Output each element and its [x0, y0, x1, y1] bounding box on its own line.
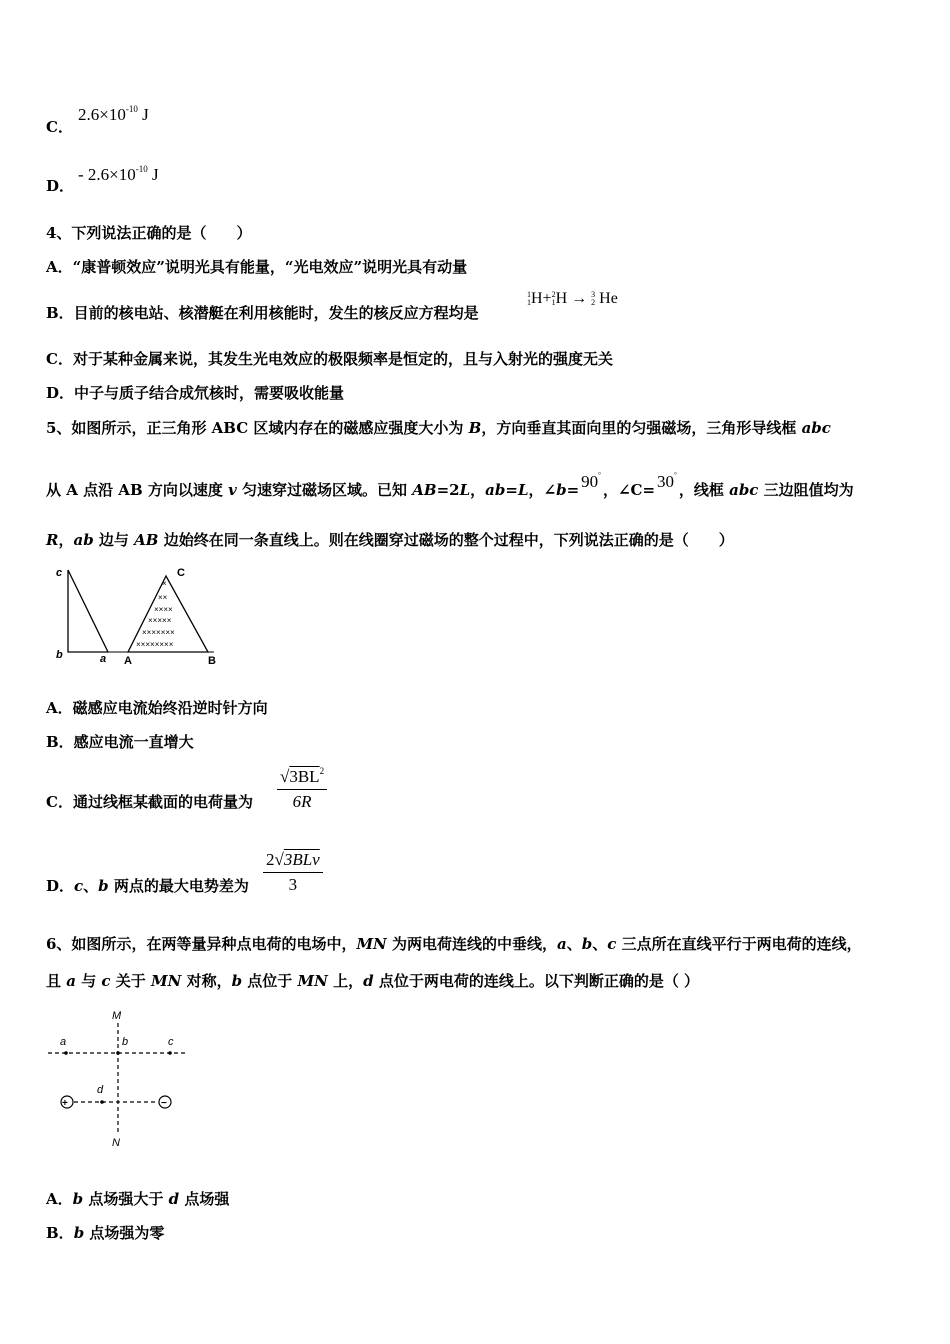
svg-text:××××××××: ×××××××× [136, 640, 174, 649]
q5-angle-b-value: 90° [581, 471, 601, 491]
q5-field-crosses [136, 579, 175, 649]
q5-option-d-fraction: 2√3BLv 3 [263, 850, 323, 895]
q4-option-b: B．目前的核电站、核潜艇在利用核能时，发生的核反应方程均是 [46, 304, 479, 322]
q5-label-b: b [56, 649, 63, 661]
q5-label-c: c [56, 567, 63, 579]
q6-point-a [64, 1051, 68, 1055]
q4-option-a: A．“康普顿效应”说明光具有能量，“光电效应”说明光具有动量 [46, 258, 468, 276]
q5-option-d: D．c、b 两点的最大电势差为 [46, 877, 249, 895]
svg-text:×××××: ××××× [148, 616, 172, 625]
q5-stem-line3: R，ab 边与 AB 边始终在同一条直线上。则在线圈穿过磁场的整个过程中，下列说法正确的是（ ） [46, 531, 734, 549]
q5-label-A: A [124, 655, 132, 667]
q5-label-C: C [177, 567, 185, 579]
svg-text:××××: ×××× [154, 605, 173, 614]
q5-angle-c-value: 30° [657, 471, 677, 491]
q3-option-d-label: D． [46, 177, 75, 195]
q6-label-m: M [112, 1010, 122, 1022]
q6-point-d [100, 1100, 104, 1104]
q6-label-a: a [60, 1036, 67, 1048]
q5-option-c: C．通过线框某截面的电荷量为 [46, 793, 253, 811]
q5-option-c-fraction: $\frac{√3BL^2}{6R}$ [277, 766, 327, 812]
q3-option-d-value: - $2.6\times 10^{-10}$ J [78, 164, 159, 184]
q3-option-c-value: $2.6\times 10^{-10}$ J [78, 104, 149, 124]
q5-figure [48, 562, 228, 672]
q6-stem-line1: 6、如图所示，在两等量异种点电荷的电场中，MN 为两电荷连线的中垂线，a、b、c 三点所在直线平行于两电荷的连线， [46, 935, 862, 953]
q3-option-c-label: C． [46, 118, 73, 136]
q6-point-b [116, 1051, 120, 1055]
svg-text:×: × [162, 579, 167, 588]
q6-option-a: A．b 点场强大于 d 点场强 [46, 1190, 230, 1208]
q4-option-c: C．对于某种金属来说，其发生光电效应的极限频率是恒定的，且与入射光的强度无关 [46, 350, 613, 368]
q6-option-b: B．b 点场强为零 [46, 1224, 165, 1242]
q4-option-b-equation: 1 1H+2 1H → 3 2 He [527, 290, 618, 308]
q5-label-B: B [208, 655, 216, 667]
q4-stem: 4、下列说法正确的是（ ） [46, 224, 252, 242]
q6-stem-line2: 且 a 与 c 关于 MN 对称，b 点位于 MN 上，d 点位于两电荷的连线上。以下判断正确的是（ ） [46, 972, 700, 990]
q5-option-b: B．感应电流一直增大 [46, 733, 194, 751]
q4-option-d: D．中子与质子结合成氘核时，需要吸收能量 [46, 384, 345, 402]
q5-label-a: a [100, 653, 107, 665]
q5-option-a: A．磁感应电流始终沿逆时针方向 [46, 699, 268, 717]
q6-point-c [168, 1051, 172, 1055]
q6-positive-sign: + [62, 1098, 68, 1109]
q5-stem-line1: 5、如图所示，正三角形 ABC 区域内存在的磁感应强度大小为 B，方向垂直其面向里的匀强磁场，三角形导线框 abc [46, 419, 831, 437]
q6-label-c: c [168, 1036, 174, 1048]
svg-text:××: ×× [158, 593, 168, 602]
q6-figure [44, 1005, 204, 1153]
q6-negative-sign: − [161, 1098, 167, 1109]
svg-text:×××××××: ××××××× [142, 628, 175, 637]
q6-label-n: N [112, 1137, 120, 1149]
q6-label-b: b [122, 1036, 129, 1048]
q6-label-d: d [97, 1084, 104, 1096]
q5-wire-frame [68, 570, 108, 652]
q5-stem-line2: 从 A 点沿 AB 方向以速度 v 匀速穿过磁场区域。已知 AB=2L，ab=L，∠b= 90°，∠C= 30°，线框 abc 三边阻值均为 [46, 471, 854, 499]
